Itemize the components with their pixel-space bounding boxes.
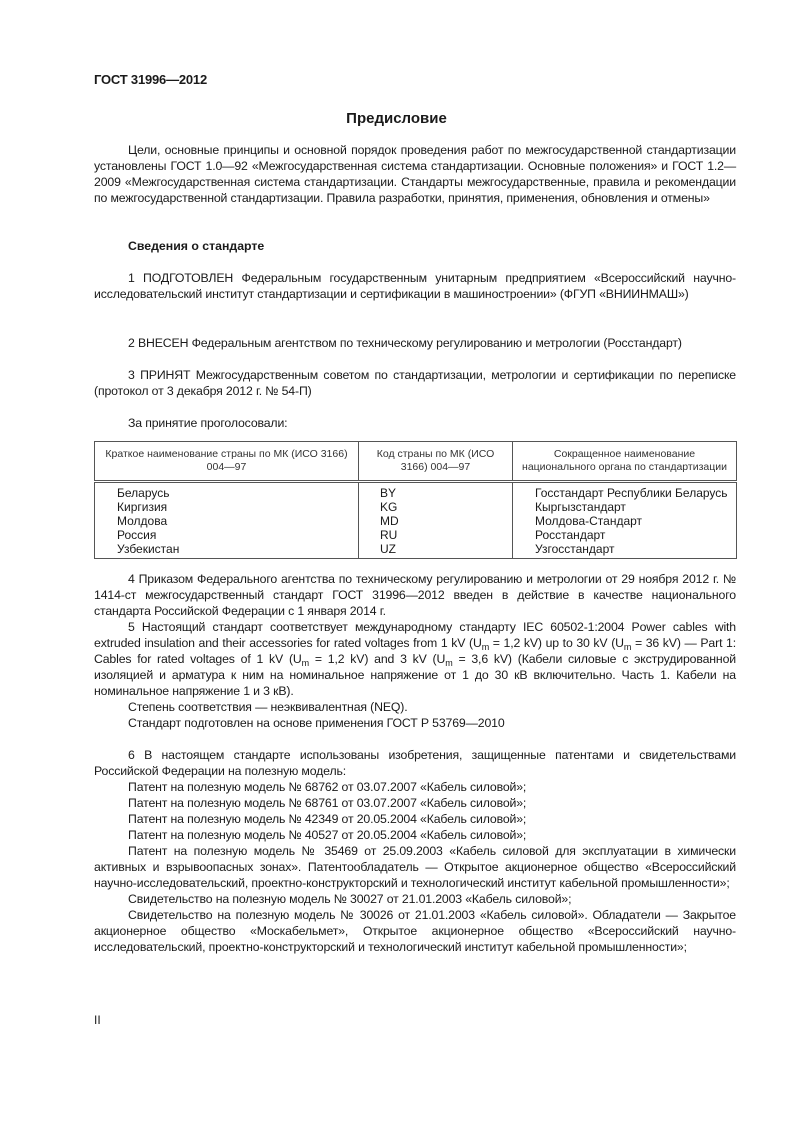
body-column [513,482,737,559]
code-cell: BY [380,486,397,500]
item-5-text-b: = 1,2 kV) up to 30 kV (U [489,636,624,650]
item-5-basis: Стандарт подготовлен на основе применения ГОСТ Р 53769—2010 [128,716,505,730]
country-cell: Беларусь [117,486,170,500]
col-header-country: Краткое наименование страны по МК (ИСО 3166) 004—97 [95,442,359,482]
certificate-item: Свидетельство на полезную модель № 30026 от 21.01.2003 «Кабель силовой». Обладатели — Закрытое акционерное общество «Москабельмет», Открытое акционерное общество «Всероссийский научно-исследовательский, проектно-конструкторский и технологический институт кабельной промышленности»; [94,908,736,954]
body-cell: Госстандарт Республики Беларусь [535,486,728,500]
item-6-intro: 6 В настоящем стандарте использованы изобретения, защищенные патентами и свидетельствами Российской Федерации на полезную модель: [94,748,736,778]
col-header-body: Сокращенное наименование национального органа по стандартизации [513,442,737,482]
code-column [359,482,513,559]
country-cell: Узбекистан [117,542,180,556]
code-cell: UZ [380,542,396,556]
vote-table-header-row [95,442,737,482]
item-2-submitted: 2 ВНЕСЕН Федеральным агентством по техническому регулированию и метрологии (Росстандарт) [128,336,682,350]
patent-item: Патент на полезную модель № 40527 от 20.05.2004 «Кабель силовой»; [128,828,527,842]
voted-label-block [94,415,736,431]
item-5-degree: Степень соответствия — неэквивалентная (NEQ). [128,700,408,714]
item-1-block [94,270,736,302]
code-cell: RU [380,528,398,542]
voted-label: За принятие проголосовали: [128,416,288,430]
items-4-5-block [94,571,736,731]
item-5-text-e: = 3,6 kV) (Кабели силовые с экструдированной изоляцией и арматура к ним на номинальное напряжение от 1 до 30 кВ включительно. Часть 1. Кабели на номинальное напряжение 1 и 3 кВ). [94,652,736,698]
page-number: II [94,1013,101,1027]
certificate-item: Свидетельство на полезную модель № 30027 от 21.01.2003 «Кабель силовой»; [128,892,572,906]
item-5-text-a: 5 Настоящий стандарт соответствует международному стандарту IEC 60502-1:2004 Power cables with extruded insulation and their accessories for rated voltages from 1 kV (U [94,620,736,650]
body-cell: Узгосстандарт [535,542,615,556]
item-5-text-d: = 1,2 kV) and 3 kV (U [308,652,446,666]
intro-block [94,142,736,206]
item-3-block [94,367,736,399]
intro-paragraph: Цели, основные принципы и основной порядок проведения работ по межгосударственной стандартизации установлены ГОСТ 1.0—92 «Межгосударственная система стандартизации. Основные положения» и ГОСТ 1.2—2009 «Межгосударственная система стандартизации. Стандарты межгосударственные, правила и рекомендации по межгосударственной стандартизации. Правила разработки, принятия, применения, обновления и отмены» [94,143,736,205]
page-title: Предисловие [346,110,447,127]
subscript-m: m [481,642,490,652]
patent-item: Патент на полезную модель № 68761 от 03.07.2007 «Кабель силовой»; [128,796,527,810]
country-column [95,482,359,559]
body-cell: Молдова-Стандарт [535,514,643,528]
item-5-text-c: = 36 kV) — Part 1: Cables for rated voltages of 1 kV (U [94,636,737,666]
country-cell: Молдова [117,514,168,528]
patent-item: Патент на полезную модель № 42349 от 20.05.2004 «Кабель силовой»; [128,812,527,826]
body-cell: Росстандарт [535,528,606,542]
subscript-m: m [623,642,632,652]
section-heading: Сведения о стандарте [128,239,265,253]
patent-item: Патент на полезную модель № 35469 от 25.09.2003 «Кабель силовой для эксплуатации в химически активных и взрывоопасных зонах». Патентообладатель — Открытое акционерное общество «Всероссийский научно-исследовательский, проектно-конструкторский и технологический институт кабельной промышленности»; [94,844,736,890]
col-header-code: Код страны по МК (ИСО 3166) 004—97 [359,442,513,482]
item-6-block [94,747,736,955]
item-5-correspondence [94,619,736,699]
body-cell: Кыргызстандарт [535,500,626,514]
item-4-order: 4 Приказом Федерального агентства по техническому регулированию и метрологии от 29 ноября 2012 г. № 1414-ст межгосударственный стандарт ГОСТ 31996—2012 введен в действие в качестве национального стандарта Российской Федерации с 1 января 2014 г. [94,572,736,618]
section-heading-block [94,238,736,254]
item-2-block [94,335,736,351]
vote-table [94,441,737,559]
subscript-m: m [445,658,453,668]
item-1-prepared: 1 ПОДГОТОВЛЕН Федеральным государственным унитарным предприятием «Всероссийский научно-исследовательский институт стандартизации и сертификации в машиностроении» (ФГУП «ВНИИНМАШ») [94,271,736,301]
vote-table-body-row [95,482,737,559]
code-cell: MD [380,514,399,528]
country-cell: Россия [117,528,157,542]
item-3-adopted: 3 ПРИНЯТ Межгосударственным советом по стандартизации, метрологии и сертификации по переписке (протокол от 3 декабря 2012 г. № 54-П) [94,368,736,398]
subscript-m: m [301,658,309,668]
code-cell: KG [380,500,398,514]
country-cell: Киргизия [117,500,168,514]
document-code-header: ГОСТ 31996—2012 [94,72,207,87]
patent-item: Патент на полезную модель № 68762 от 03.07.2007 «Кабель силовой»; [128,780,527,794]
